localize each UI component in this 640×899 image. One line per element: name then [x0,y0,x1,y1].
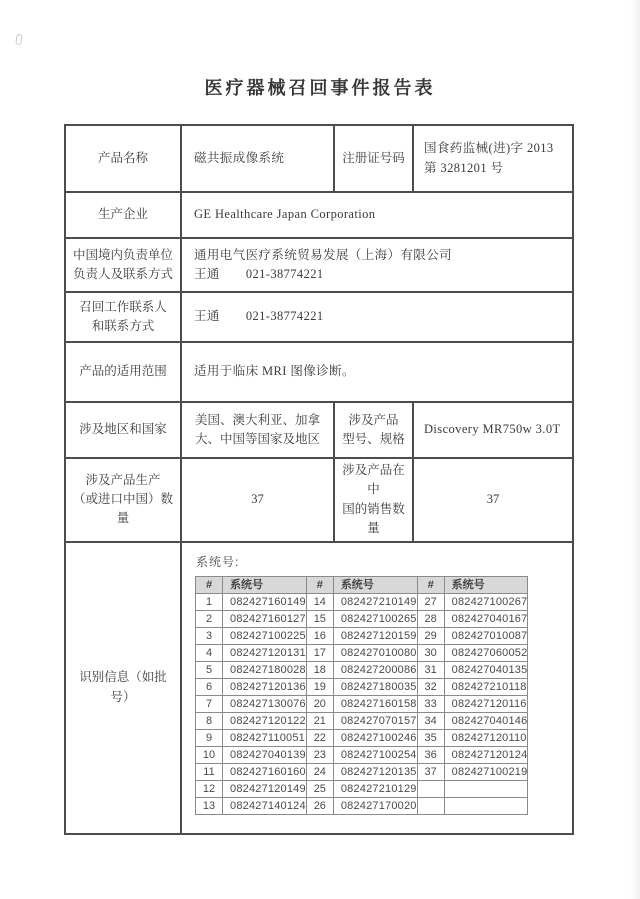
regions-value: 美国、澳大利亚、加拿大、中国等国家及地区 [181,402,334,458]
system-index: 12 [196,781,223,798]
scope-label: 产品的适用范围 [65,342,181,402]
china-unit-contact-name: 王通 [194,267,220,281]
system-index: 4 [196,645,223,662]
system-index: 21 [306,713,333,730]
system-index: 6 [196,679,223,696]
quantity-label-line1: 涉及产品生产 [85,472,161,487]
system-index: 22 [306,730,333,747]
page-title: 医疗器械召回事件报告表 [204,78,436,98]
system-number: 082427160127 [223,611,307,628]
quantity-label [65,458,181,542]
sales-quantity-label [334,458,413,542]
china-unit-value [181,238,573,292]
row-product [65,125,573,192]
system-number: 082427210129 [333,781,417,798]
system-number: 082427120110 [444,730,528,747]
system-number: 082427070157 [333,713,417,730]
registration-value: 国食药监械(进)字 2013 第 3281201 号 [413,125,573,192]
system-row [196,747,528,764]
system-index: 9 [196,730,223,747]
system-row [196,611,528,628]
system-row [196,713,528,730]
row-regions [65,402,573,458]
system-index: 7 [196,696,223,713]
system-number: 082427100267 [444,594,528,611]
system-index: 14 [306,594,333,611]
system-index: 3 [196,628,223,645]
system-index: 27 [417,594,444,611]
row-recall-contact [65,292,573,342]
system-number: 082427120149 [223,781,307,798]
system-index: 18 [306,662,333,679]
system-index [417,781,444,798]
system-number: 082427040146 [444,713,528,730]
system-row [196,781,528,798]
system-index: 28 [417,611,444,628]
china-unit-company: 通用电气医疗系统贸易发展（上海）有限公司 [194,247,453,262]
recall-contact-phone: 021-38774221 [245,309,324,324]
system-index: 34 [417,713,444,730]
row-china-unit [65,238,573,292]
row-manufacturer [65,192,573,238]
system-number: 082427100254 [333,747,417,764]
recall-contact-label-line2: 和联系方式 [91,319,155,333]
system-index: 13 [196,798,223,815]
system-number: 082427120124 [444,747,528,764]
system-number: 082427210118 [444,679,528,696]
system-index: 30 [417,645,444,662]
identification-label: 识别信息（如批号） [65,542,181,834]
systems-table-body [196,594,528,815]
system-number [444,798,528,815]
system-index: 37 [417,764,444,781]
system-index: 16 [306,628,333,645]
system-index: 10 [196,747,223,764]
system-number: 082427100225 [223,628,307,645]
system-number: 082427170020 [333,798,417,815]
recall-contact-label-line1: 召回工作联系人 [79,299,167,314]
china-unit-label-line2: 负责人及联系方式 [72,267,173,281]
systems-header-index: # [417,577,444,594]
system-index: 5 [196,662,223,679]
manufacturer-value: GE Healthcare Japan Corporation [181,192,573,238]
system-index: 2 [196,611,223,628]
recall-report-form-table [64,124,574,835]
china-unit-label-line1: 中国境内负责单位 [72,247,173,262]
product-name-label: 产品名称 [65,125,181,192]
system-row [196,645,528,662]
china-unit-label [65,238,181,292]
system-index: 23 [306,747,333,764]
system-number: 082427060052 [444,645,528,662]
row-scope [65,342,573,402]
system-number: 082427180028 [223,662,307,679]
system-number: 082427100246 [333,730,417,747]
system-number: 082427010087 [444,628,528,645]
system-index: 1 [196,594,223,611]
quantity-label-line2: （或进口中国）数量 [72,492,173,526]
system-row [196,696,528,713]
systems-caption: 系统号: [196,554,240,569]
scope-value: 适用于临床 MRI 图像诊断。 [181,342,573,402]
china-unit-contact-phone: 021-38774221 [245,267,324,281]
system-number: 082427010080 [333,645,417,662]
model-label [334,402,413,458]
system-number: 082427130076 [223,696,307,713]
system-index: 8 [196,713,223,730]
system-number: 082427120122 [223,713,307,730]
recall-contact-value [181,292,573,342]
system-number [444,781,528,798]
regions-label: 涉及地区和国家 [65,402,181,458]
system-row [196,730,528,747]
system-number: 082427210149 [333,594,417,611]
system-number: 082427040167 [444,611,528,628]
system-number: 082427110051 [223,730,307,747]
systems-header-number: 系统号 [333,577,417,594]
model-value: Discovery MR750w 3.0T [413,402,573,458]
model-label-line1: 涉及产品 [348,412,399,427]
system-index: 35 [417,730,444,747]
system-index [417,798,444,815]
row-identification [65,542,573,834]
system-number: 082427040139 [223,747,307,764]
system-row [196,594,528,611]
system-number: 082427120136 [223,679,307,696]
system-index: 33 [417,696,444,713]
systems-header-index: # [196,577,223,594]
sales-quantity-value: 37 [413,458,573,542]
system-index: 26 [306,798,333,815]
system-number: 082427100219 [444,764,528,781]
system-row [196,764,528,781]
system-row [196,679,528,696]
system-index: 31 [417,662,444,679]
system-index: 20 [306,696,333,713]
systems-header-number: 系统号 [223,577,307,594]
sales-quantity-label-line1: 涉及产品在中 [342,463,405,497]
system-index: 29 [417,628,444,645]
system-number: 082427120135 [333,764,417,781]
row-quantity [65,458,573,542]
system-row [196,628,528,645]
system-index: 24 [306,764,333,781]
identification-content [181,542,573,834]
system-number: 082427100265 [333,611,417,628]
system-row [196,662,528,679]
system-number: 082427120131 [223,645,307,662]
sales-quantity-label-line2: 国的销售数量 [342,501,405,536]
system-row [196,798,528,815]
system-index: 19 [306,679,333,696]
recall-contact-name: 王通 [194,309,220,324]
system-index: 17 [306,645,333,662]
system-number: 082427180035 [333,679,417,696]
systems-header-row [196,577,528,594]
quantity-value: 37 [181,458,334,542]
product-name-value: 磁共振成像系统 [181,125,334,192]
system-number: 082427200086 [333,662,417,679]
recall-contact-label [65,292,181,342]
systems-header-index: # [306,577,333,594]
systems-header-number: 系统号 [444,577,528,594]
model-label-line2: 型号、规格 [342,432,405,446]
system-index: 11 [196,764,223,781]
system-index: 36 [417,747,444,764]
system-number: 082427120116 [444,696,528,713]
system-number: 082427160160 [223,764,307,781]
systems-table [195,576,528,815]
china-unit-contact [194,265,566,284]
registration-label: 注册证号码 [334,125,413,192]
system-number: 082427160158 [333,696,417,713]
system-index: 25 [306,781,333,798]
system-number: 082427140124 [223,798,307,815]
system-number: 082427160149 [223,594,307,611]
manufacturer-label: 生产企业 [65,192,181,238]
scan-edge-shadow [630,0,640,899]
system-index: 15 [306,611,333,628]
system-number: 082427040135 [444,662,528,679]
system-index: 32 [417,679,444,696]
scan-artifact-mark [15,34,22,46]
system-number: 082427120159 [333,628,417,645]
